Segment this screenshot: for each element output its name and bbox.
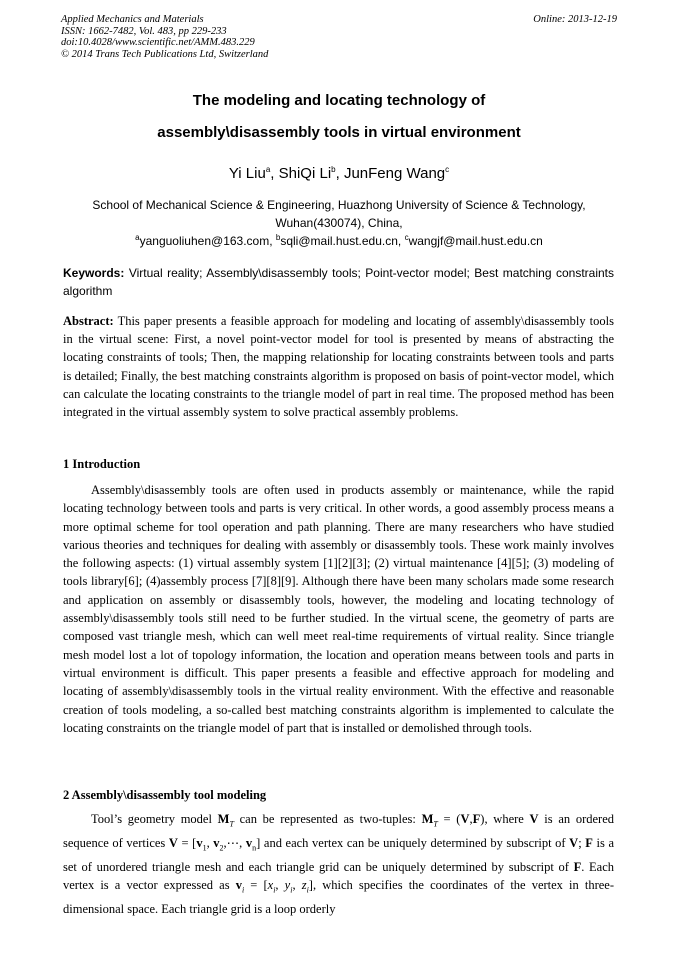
section-heading-tool-modeling: 2 Assembly\disassembly tool modeling (63, 788, 267, 802)
email-address: wangjf@mail.hust.edu.cn (408, 234, 543, 248)
author-name: ShiQi Li (278, 165, 332, 182)
author-separator: , (270, 165, 279, 182)
paper-title-line2: assembly\disassembly tools in virtual environment (157, 124, 521, 141)
body-text: is a set of unordered triangle mesh and each triangle grid can be uniquely determined by subscript of (63, 835, 614, 874)
online-date: Online: 2013-12-19 (533, 14, 617, 25)
introduction-paragraph: Assembly\disassembly tools are often used in products assembly or maintenance, while the rapid locating technology between tools and parts is very critical. In other words, a good assembly process means a more optimal scheme for tool operation and path planning. There are many researchers who have studied various theories and techniques for dealing with assembly or disassembly tools. These work mainly involves the following aspects: (1) virtual assembly system [1][2][3]; (2) virtual maintenance [4][5]; (3) modeling of tools library[6]; (4)assembly process [7][8][9]. Although there have been many scholars made some research and application on assembly or disassembly tools, however, the modeling and locating technology of assembly\disassembly tools still need to be further studied. In the virtual scene, the geometry of parts are composed vast triangle mesh, which can well meet real-time requirements of virtual reality. Since triangle mesh model lost a lot of topology information, the location and operation means between tools and parts in virtual environment is difficult. This paper presents a feasible and effective approach for modeling and locating of assembly\disassembly tools in the virtual reality environment. With the effective and reasonable creation of tools modeling, a so-called best matching constraints algorithm is implemented to calculate the locating constraints on the triangle model of part that is installed or demolished through tools. (63, 483, 614, 735)
paper-title-line1: The modeling and locating technology of (192, 92, 486, 109)
issn-line: ISSN: 1662-7482, Vol. 483, pp 229-233 (61, 25, 227, 37)
body-text: Tool’s geometry model (91, 812, 218, 826)
body-text: ; (578, 835, 586, 850)
email-superscript: b (275, 233, 281, 242)
math-F: F (573, 859, 582, 874)
author-name: Yi Liu (228, 165, 266, 182)
body-text: . Each vertex is a vector expressed as (63, 859, 615, 892)
doi-line: doi:10.4028/www.scientific.net/AMM.483.229 (61, 37, 255, 48)
author-name: JunFeng Wang (343, 165, 446, 182)
keywords-text: Virtual reality; Assembly\disassembly tools; Point-vector model; Best matching constraints algorithm (63, 266, 614, 298)
abstract-label: Abstract: (63, 314, 114, 328)
email-superscript: a (135, 233, 140, 242)
body-text: and each vertex can be uniquely determined by subscript of (260, 835, 570, 850)
author-separator: , (335, 165, 344, 182)
body-text: is an ordered sequence of vertices (63, 812, 614, 850)
journal-name: Applied Mechanics and Materials (61, 14, 204, 25)
affiliation-line: School of Mechanical Science & Engineering, Huazhong University of Science & Technology, (92, 198, 586, 212)
author-superscript: a (265, 165, 271, 174)
math-V-sequence: $V = [v_1$, $v_2,\cdots$, $v_n$] (168, 835, 261, 853)
author-superscript: c (445, 165, 450, 174)
email-superscript: c (404, 233, 409, 242)
math-V: V (569, 835, 579, 850)
copyright-line: © 2014 Trans Tech Publications Ltd, Switzerland (61, 48, 269, 60)
math-MT-equals-VF: $M_T = (V,F)$ (421, 812, 485, 829)
journal-header (61, 14, 617, 60)
abstract-paragraph (63, 312, 614, 421)
author-list (61, 165, 617, 182)
math-F: F (585, 835, 593, 850)
body-text: , where (484, 812, 530, 826)
affiliation-line: Wuhan(430074), China, (275, 216, 403, 230)
math-V: V (529, 812, 539, 826)
email-address: sqli@mail.hust.edu.cn, (280, 234, 405, 248)
body-text: can be represented as two-tuples: (233, 812, 422, 826)
section-heading-introduction: 1 Introduction (63, 457, 141, 471)
abstract-text: This paper presents a feasible approach for modeling and locating of assembly\disassembly tools in the virtual scene: First, a novel point-vector model for tool is presented by means of abstracting the locating constraints of tools; Then, the mapping relationship for locating constraints between tools and parts is detailed; Finally, the best matching constraints algorithm is proposed on basis of point-vector model, which can calculate the locating constraints to the triangle model of part in real time. The proposed method has been integrated in the virtual assembly system to solve practical assembly problems. (63, 314, 614, 420)
keywords-paragraph (63, 264, 614, 300)
body-text: , which specifies the coordinates of the vertex in three-dimensional space. Each triangle grid is a loop orderly (63, 877, 615, 916)
tool-modeling-paragraph (63, 810, 614, 918)
math-MT: $M_T$ (217, 812, 234, 829)
affiliation-block (61, 196, 617, 250)
keywords-label: Keywords: (63, 266, 125, 280)
email-line (61, 232, 617, 250)
math-vertex-vector: $v_i = [x_i$, $y_i$, $z_i$] (235, 877, 313, 895)
author-superscript: b (331, 165, 336, 174)
email-address: yanguoliuhen@163.com, (139, 234, 276, 248)
